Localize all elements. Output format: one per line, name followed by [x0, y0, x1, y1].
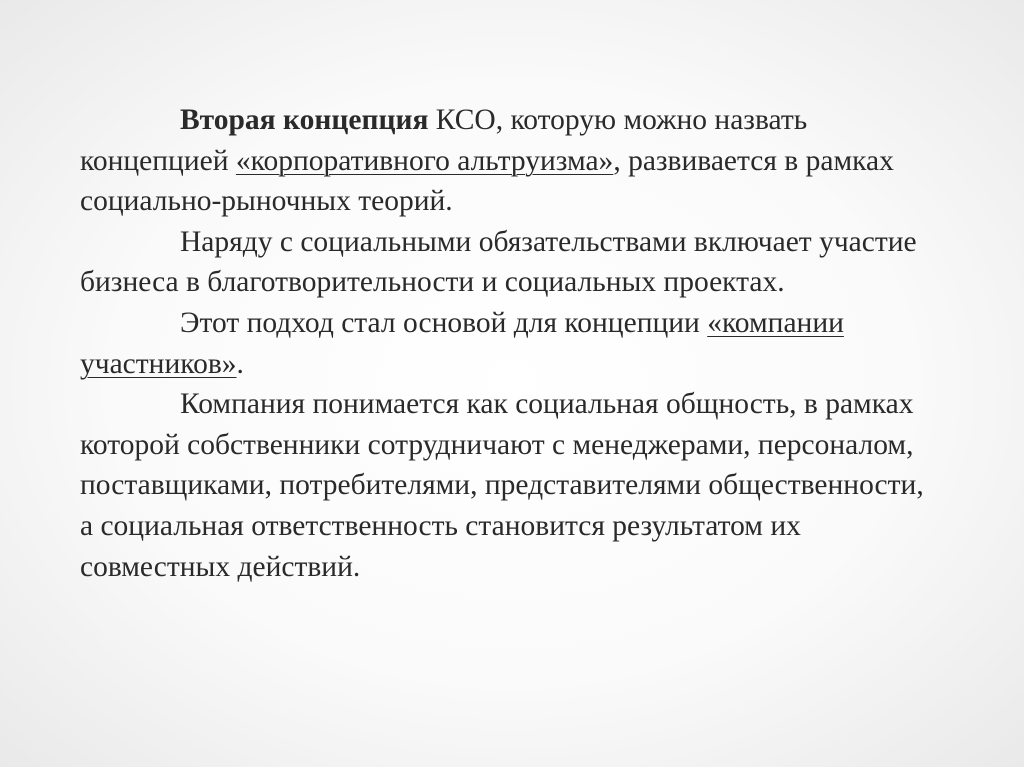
paragraph-text: .: [236, 347, 244, 380]
bold-lead: Вторая концепция: [180, 104, 429, 136]
paragraph-approach-basis: [80, 303, 940, 384]
paragraph-second-concept: [80, 100, 940, 222]
slide-text-block: [80, 100, 940, 587]
underlined-term-corporate-altruism: «корпоративного альтруизма»: [235, 144, 614, 177]
paragraph-text: Наряду с социальными обязательствами включает участие бизнеса в благотворительности и социальных проектах.: [80, 225, 917, 299]
paragraph-text: Этот подход стал основой для концепции: [180, 306, 708, 339]
paragraph-company-definition: [80, 384, 940, 587]
paragraph-text: КСО, которую можно назвать концепцией: [80, 104, 808, 177]
paragraph-text: , развивается в рамках социально-рыночных теорий.: [80, 144, 894, 218]
paragraph-social-obligations: [80, 222, 940, 303]
underlined-term-stakeholder-company: «компании участников»: [80, 306, 844, 380]
paragraph-text: Компания понимается как социальная общность, в рамках которой собственники сотрудничают с менеджерами, персоналом, поставщиками, потребителями, представителями общественности, а социальная ответственность становится результатом их совместных действий.: [80, 388, 924, 583]
